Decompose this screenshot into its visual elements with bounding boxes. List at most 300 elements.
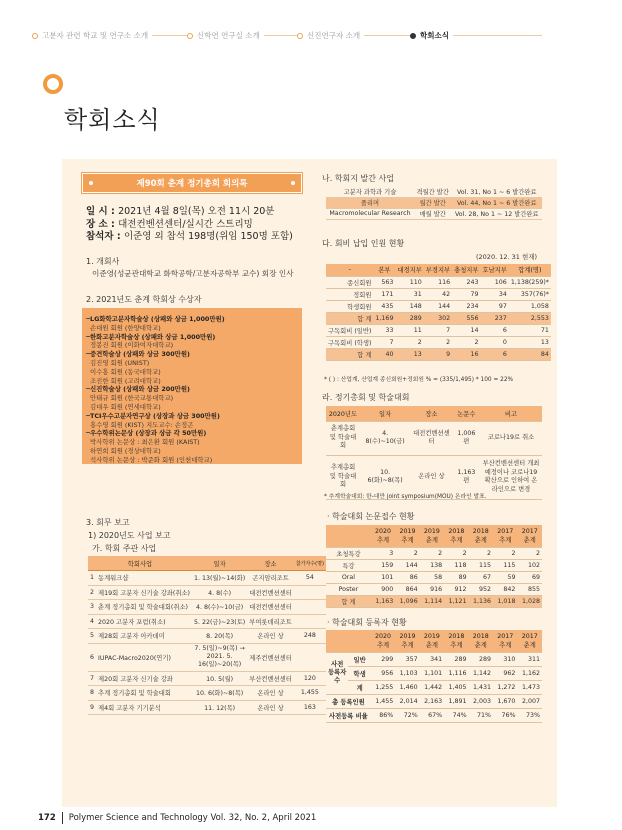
conference-note: * 추계학술대회: 한-대만 joint symposium(MOU) 온라인 발표.	[324, 494, 487, 500]
membership-note: * ( ) : 산업계, 산업계 종신회원+정회원 % = (335/1,495) * 100 = 22%	[324, 377, 514, 383]
header-cell: 일자	[192, 556, 247, 571]
table-cell: 1,455	[294, 686, 326, 701]
table-cell	[294, 614, 326, 629]
table-cell: 302	[424, 312, 452, 324]
table-cell: 900	[371, 583, 395, 595]
table-row	[326, 288, 551, 300]
table-cell: 2	[493, 547, 517, 559]
table-cell: 7. 5(일)~9(목) → 2021. 5. 16(일)~20(목)	[192, 643, 247, 671]
footer-divider	[62, 812, 63, 824]
meeting-banner	[82, 173, 302, 193]
table-cell: 1,028	[517, 595, 542, 607]
table-cell: 248	[294, 629, 326, 644]
table-cell: 10. 6(화)~8(목)	[192, 686, 247, 701]
award-bullet-line	[86, 415, 90, 416]
table-cell: 31	[395, 288, 423, 300]
table-cell: 1,405	[444, 680, 468, 694]
table-cell: 71	[509, 324, 551, 336]
table-cell: 1,460	[395, 680, 419, 694]
header-cell: 장소	[410, 406, 452, 421]
table-cell: 54	[294, 571, 326, 586]
table-cell: 1,116	[444, 666, 468, 680]
table-cell: 제주컨벤션센터	[247, 643, 294, 671]
header-cell: 장소	[247, 556, 294, 571]
table-cell: 556	[452, 312, 480, 324]
header-cell: 본부	[373, 264, 395, 276]
table-cell: 74%	[444, 708, 468, 722]
nav-label: 학회소식	[420, 31, 449, 40]
top-navigation	[32, 30, 602, 44]
header-cell: -	[326, 264, 373, 276]
table-cell: 341	[420, 652, 444, 666]
page-number: 172	[38, 813, 56, 823]
table-cell: 2	[444, 547, 468, 559]
table-cell: 0	[480, 336, 508, 348]
table-cell: 대전컨벤션센터	[410, 421, 452, 455]
header-cell: 대경지부	[395, 264, 423, 276]
award-bullet-line	[86, 353, 90, 354]
table-cell: 2	[395, 547, 419, 559]
table-cell: 58	[420, 571, 444, 583]
table-cell: 115	[493, 559, 517, 571]
info-value: 대전컨벤션센터/실시간 스트리밍	[118, 218, 253, 230]
table-cell: 34	[480, 288, 508, 300]
table-cell: 563	[373, 276, 395, 288]
info-key: 장 소	[86, 218, 108, 230]
table-cell: 2	[452, 336, 480, 348]
table-cell: 학생	[348, 666, 370, 680]
award-bullet-line	[86, 432, 90, 433]
table-cell: 59	[493, 571, 517, 583]
award-recipient: 안태규 회원 (한국교통대학교)	[90, 394, 174, 403]
header-cell: 부경지부	[424, 264, 452, 276]
header-cell: 2019 추계	[395, 525, 419, 547]
table-cell: 폴리머	[326, 197, 414, 208]
table-cell: 86%	[371, 708, 395, 722]
table-cell: 총 등록인원	[326, 694, 371, 708]
section-heading: · 학술대회 논문접수 현황	[327, 512, 415, 521]
table-cell: 곤지암리조트	[247, 571, 294, 586]
table-cell: 1,006편	[453, 421, 480, 455]
table-cell: 사전 등록자 수	[326, 652, 348, 694]
table-header	[326, 630, 542, 652]
header-cell: 충청지부	[452, 264, 480, 276]
table-cell: 33	[373, 324, 395, 336]
header-cell	[348, 630, 370, 652]
table-cell: 2	[395, 336, 423, 348]
table-cell: 구독회비 (학생)	[326, 336, 373, 348]
table-cell: IUPAC-Macro2020(연기)	[96, 643, 192, 671]
table-cell: 8. 20(목)	[192, 629, 247, 644]
header-cell: 호남지부	[480, 264, 508, 276]
table-row	[326, 694, 542, 708]
table-row	[326, 186, 542, 197]
table-cell: 14	[452, 324, 480, 336]
table-cell: 합 계	[326, 312, 373, 324]
table-header	[88, 556, 326, 571]
header-cell: 2017 추계	[493, 630, 517, 652]
section-heading: 2. 2021년도 춘계 학회상 수상자	[86, 295, 202, 304]
award-bullet-line	[86, 318, 90, 319]
table-cell: 159	[371, 559, 395, 571]
table-cell: 234	[452, 300, 480, 312]
table-cell: 월간 발간	[414, 197, 452, 208]
header-cell	[326, 525, 371, 547]
table-row	[88, 585, 326, 600]
table-row	[88, 614, 326, 629]
info-value: 2021년 4월 8일(목) 오전 11시 20분	[118, 206, 275, 217]
table-cell: 73%	[517, 708, 542, 722]
table-cell: 110	[395, 276, 423, 288]
nav-item-lab[interactable]	[187, 30, 264, 41]
opening-text: 이준영(성균관대학교 화학공학/고분자공학부 교수) 회장 인사	[92, 269, 294, 278]
table-cell: 916	[420, 583, 444, 595]
table-cell	[294, 643, 326, 671]
nav-label: 고분자 관련 학교 및 연구소 소개	[42, 31, 149, 40]
table-cell: 온라인 상	[247, 686, 294, 701]
table-cell: 7	[88, 671, 96, 686]
section-heading: 라. 정기총회 및 학술대회	[322, 393, 410, 402]
header-cell: 참가자수(명)	[294, 556, 326, 571]
nav-item-news[interactable]	[410, 30, 453, 41]
banner-title: 제90회 춘계 정기총회 회의록	[136, 179, 248, 189]
table-cell: 5	[88, 629, 96, 644]
table-cell: 2,003	[469, 694, 493, 708]
page-title: 학회소식	[64, 106, 161, 134]
table-header	[326, 525, 542, 547]
events-table	[88, 556, 326, 715]
table-cell: 4	[88, 614, 96, 629]
table-cell: 435	[373, 300, 395, 312]
table-row	[326, 547, 542, 559]
table-cell: 138	[420, 559, 444, 571]
table-cell: 온라인 상	[247, 629, 294, 644]
award-title: 우수학위논문상 (상장과 상금 각 50만원)	[90, 429, 207, 438]
table-cell: 매월 발간	[414, 208, 452, 219]
table-cell: 합 계	[326, 348, 373, 360]
section-heading: 1. 개회사	[86, 257, 120, 266]
award-title: 한화고분자학술상 (상패와 상금 1,000만원)	[90, 332, 216, 341]
membership-table	[326, 264, 551, 361]
table-cell: 9	[88, 700, 96, 715]
table-cell: Vol. 31, No 1 ~ 6 발간완료	[452, 186, 542, 197]
table-cell: 243	[452, 276, 480, 288]
table-cell: 1,142	[469, 666, 493, 680]
table-cell: 962	[493, 666, 517, 680]
table-row	[88, 671, 326, 686]
header-cell: 2017 춘계	[517, 525, 542, 547]
table-cell: Macromolecular Research	[326, 208, 414, 219]
table-cell: 1,103	[395, 666, 419, 680]
award-recipient: 이수홍 회원 (동국대학교)	[90, 367, 161, 376]
nav-dot-icon	[410, 33, 416, 39]
table-row	[88, 643, 326, 671]
table-header	[326, 264, 551, 276]
table-cell: 72%	[395, 708, 419, 722]
table-cell: 10. 5(월)	[192, 671, 247, 686]
table-cell: 정회원	[326, 288, 373, 300]
table-cell: 초청특강	[326, 547, 371, 559]
table-cell: 13	[395, 348, 423, 360]
table-cell: 4. 8(수)	[192, 585, 247, 600]
table-cell: 289	[395, 312, 423, 324]
table-cell: 1,163편	[453, 455, 480, 499]
table-cell: 코로나19로 취소	[480, 421, 542, 455]
table-cell: 1,121	[444, 595, 468, 607]
table-cell: 4. 8(수)~10(금)	[192, 600, 247, 615]
table-cell: 2,007	[517, 694, 542, 708]
header-cell: 2018 춘계	[469, 630, 493, 652]
journal-citation: Polymer Science and Technology Vol. 32, No. 2, April 2021	[68, 813, 317, 823]
table-cell: 특강	[326, 559, 371, 571]
table-cell: 120	[294, 671, 326, 686]
table-cell: 온라인 상	[410, 455, 452, 499]
table-cell: 86	[395, 571, 419, 583]
section-heading: · 학술대회 등록자 현황	[327, 618, 407, 627]
table-cell: 1,096	[395, 595, 419, 607]
award-bullet-line	[86, 388, 90, 389]
table-cell: 2	[424, 336, 452, 348]
nav-label: 신학연 연구실 소개	[197, 31, 260, 40]
table-cell: 계	[348, 680, 370, 694]
table-cell: 2,553	[509, 312, 551, 324]
award-recipient: 박사학위 논문상 : 최은환 회원 (KAIST)	[90, 438, 200, 447]
table-cell: Oral	[326, 571, 371, 583]
table-cell: 부산컨벤션센터 개최예정이나 코로나19 확산으로 인하여 온라인으로 변경	[480, 455, 542, 499]
award-bullet-line	[86, 336, 90, 337]
table-cell: 1,455	[371, 694, 395, 708]
table-cell: 289	[444, 652, 468, 666]
table-cell: Vol. 44, No 1 ~ 6 발간완료	[452, 197, 542, 208]
table-cell	[294, 585, 326, 600]
subsection-heading: 가. 학회 주관 사업	[92, 544, 157, 553]
table-cell: 온라인 상	[247, 700, 294, 715]
table-cell: 2	[420, 547, 444, 559]
table-row	[326, 680, 542, 694]
table-cell: 1. 13(월)~14(화)	[192, 571, 247, 586]
table-cell: 대전컨벤션센터	[247, 585, 294, 600]
table-cell	[294, 600, 326, 615]
table-cell: 1,442	[420, 680, 444, 694]
table-row	[326, 312, 551, 324]
table-row	[326, 583, 542, 595]
table-cell: Poster	[326, 583, 371, 595]
table-cell: 144	[424, 300, 452, 312]
table-cell: 144	[395, 559, 419, 571]
table-cell: 11	[395, 324, 423, 336]
table-row	[326, 421, 542, 455]
banner-dot-icon	[291, 181, 295, 185]
table-cell: 제28회 고분자 아카데미	[96, 629, 192, 644]
table-cell: 67	[469, 571, 493, 583]
title-circle-icon	[43, 74, 63, 94]
table-cell: 종신회원	[326, 276, 373, 288]
table-cell: 106	[480, 276, 508, 288]
table-cell: 89	[444, 571, 468, 583]
table-row	[88, 629, 326, 644]
header-cell: 2019 추계	[395, 630, 419, 652]
publications-table	[326, 186, 542, 220]
table-cell: 1,163	[371, 595, 395, 607]
table-cell: 310	[493, 652, 517, 666]
table-cell: 76%	[493, 708, 517, 722]
table-cell: 8	[88, 686, 96, 701]
nav-dot-icon	[297, 33, 303, 39]
table-cell: 11. 12(목)	[192, 700, 247, 715]
header-cell: 2019 춘계	[420, 525, 444, 547]
header-cell: 2017 추계	[493, 525, 517, 547]
table-cell: 118	[444, 559, 468, 571]
table-cell: 6	[480, 348, 508, 360]
table-row	[88, 700, 326, 715]
table-row	[88, 686, 326, 701]
table-cell: 79	[452, 288, 480, 300]
table-cell: 842	[493, 583, 517, 595]
table-row	[326, 208, 542, 219]
table-cell: 1,136	[469, 595, 493, 607]
table-cell: 952	[469, 583, 493, 595]
table-row	[88, 571, 326, 586]
table-cell: 합 계	[326, 595, 371, 607]
table-cell: 84	[509, 348, 551, 360]
header-cell: 학회사업	[88, 556, 192, 571]
award-title: 중견학술상 (상패와 상금 300만원)	[90, 350, 190, 359]
table-cell: 71%	[469, 708, 493, 722]
conference-table	[326, 406, 542, 500]
header-cell: 2018 추계	[444, 525, 468, 547]
table-cell: 구독회비 (일반)	[326, 324, 373, 336]
table-cell: 제20회 고분자 신기술 강좌	[96, 671, 192, 686]
table-row	[326, 708, 542, 722]
table-cell: 237	[480, 312, 508, 324]
table-cell: 3	[371, 547, 395, 559]
header-cell: 2020 추계	[371, 525, 395, 547]
table-cell: 4. 8(수)~10(금)	[360, 421, 410, 455]
meeting-info	[86, 206, 293, 244]
nav-item-researcher[interactable]	[297, 30, 364, 41]
header-cell: 비고	[480, 406, 542, 421]
table-cell: 7	[373, 336, 395, 348]
page-footer	[38, 812, 316, 824]
section-heading: 다. 회비 납입 인원 현황	[322, 239, 405, 248]
table-cell: 864	[395, 583, 419, 595]
table-cell: 2,163	[420, 694, 444, 708]
table-cell: 1,431	[469, 680, 493, 694]
table-cell: 357	[395, 652, 419, 666]
table-cell: 163	[294, 700, 326, 715]
table-cell: 9	[424, 348, 452, 360]
table-cell: 학생회원	[326, 300, 373, 312]
award-title: LG화학고분자학술상 (상패와 상금 1,000만원)	[90, 315, 225, 323]
table-row	[326, 276, 551, 288]
table-cell: 1,138(259)*	[509, 276, 551, 288]
table-cell: 1,473	[517, 680, 542, 694]
award-recipient: 석사학위 논문상 : 박준화 회원 (인천대학교)	[90, 455, 213, 464]
table-cell: 855	[517, 583, 542, 595]
table-cell: 16	[452, 348, 480, 360]
section-heading: 나. 학회지 발간 사업	[322, 174, 394, 183]
table-cell: 1	[88, 571, 96, 586]
table-cell: Vol. 28, No 1 ~ 12 발간완료	[452, 208, 542, 219]
table-row	[326, 666, 542, 680]
header-cell: 합계(명)	[509, 264, 551, 276]
header-cell: 일자	[360, 406, 410, 421]
table-cell: 101	[371, 571, 395, 583]
table-cell: 부여롯데리조트	[247, 614, 294, 629]
table-cell: 912	[444, 583, 468, 595]
table-cell: 69	[517, 571, 542, 583]
award-recipient: 조진한 회원 (고려대학교)	[90, 376, 161, 385]
award-recipient: 손대원 회원 (한양대학교)	[90, 323, 161, 332]
table-cell: 116	[424, 276, 452, 288]
table-cell: 956	[371, 666, 395, 680]
table-cell: 대전컨벤션센터	[247, 600, 294, 615]
info-row: 장 소 : 대전컨벤션센터/실시간 스트리밍	[86, 218, 253, 230]
header-cell	[326, 630, 348, 652]
table-cell: 5. 22(금)~23(토)	[192, 614, 247, 629]
table-cell: 춘계총회 및 학술대회	[326, 421, 360, 455]
table-cell: 제4회 고분자 기기분석	[96, 700, 192, 715]
banner-dot-icon	[89, 181, 93, 185]
table-cell: 제19회 고분자 신기술 강좌(취소)	[96, 585, 192, 600]
table-cell: 격월간 발간	[414, 186, 452, 197]
table-cell: 1,058	[509, 300, 551, 312]
table-cell: 13	[509, 336, 551, 348]
table-cell: 1,670	[493, 694, 517, 708]
table-cell: 1,255	[371, 680, 395, 694]
table-cell: 10. 6(화)~8(목)	[360, 455, 410, 499]
table-cell: 1,114	[420, 595, 444, 607]
award-recipient: 하연희 회원 (경상대학교)	[90, 447, 161, 455]
award-title: TCI우수고분자연구상 (상장과 상금 300만원)	[90, 411, 220, 420]
header-cell: 2020년도	[326, 406, 360, 421]
table-cell: 299	[371, 652, 395, 666]
table-cell: 6	[480, 324, 508, 336]
membership-date: (2020. 12. 31 현재)	[476, 253, 538, 261]
table-cell: 부산컨벤션센터	[247, 671, 294, 686]
table-cell: 1,018	[493, 595, 517, 607]
table-cell: 3	[88, 600, 96, 615]
header-cell: 논문수	[453, 406, 480, 421]
table-row	[88, 600, 326, 615]
table-cell: 148	[395, 300, 423, 312]
table-cell: 2,014	[395, 694, 419, 708]
table-cell: 2	[517, 547, 542, 559]
table-cell: 102	[517, 559, 542, 571]
table-row	[326, 571, 542, 583]
info-value: 이준영 외 참석 198명(위임 150명 포함)	[123, 231, 293, 242]
nav-dot-icon	[187, 33, 193, 39]
header-cell: 2017 춘계	[517, 630, 542, 652]
table-row	[326, 300, 551, 312]
papers-table	[326, 525, 542, 608]
award-recipient: 김진영 회원 (UNIST)	[90, 359, 150, 367]
info-key: 일 시	[86, 206, 108, 217]
table-cell: 1,162	[517, 666, 542, 680]
header-cell: 2019 춘계	[420, 630, 444, 652]
table-cell: 춘계 정기총회 및 학술대회(취소)	[96, 600, 192, 615]
table-cell: 1,272	[493, 680, 517, 694]
header-cell: 2018 추계	[444, 630, 468, 652]
table-cell: 2	[469, 547, 493, 559]
award-recipient: 김대우 회원 (연세대학교)	[90, 403, 161, 411]
nav-item-school[interactable]	[32, 30, 152, 41]
table-cell: 97	[480, 300, 508, 312]
info-row: 일 시 : 2021년 4월 8일(목) 오전 11시 20분	[86, 206, 275, 217]
table-cell: 1,101	[420, 666, 444, 680]
table-cell: 추계총회 및 학술대회	[326, 455, 360, 499]
table-cell: 289	[469, 652, 493, 666]
